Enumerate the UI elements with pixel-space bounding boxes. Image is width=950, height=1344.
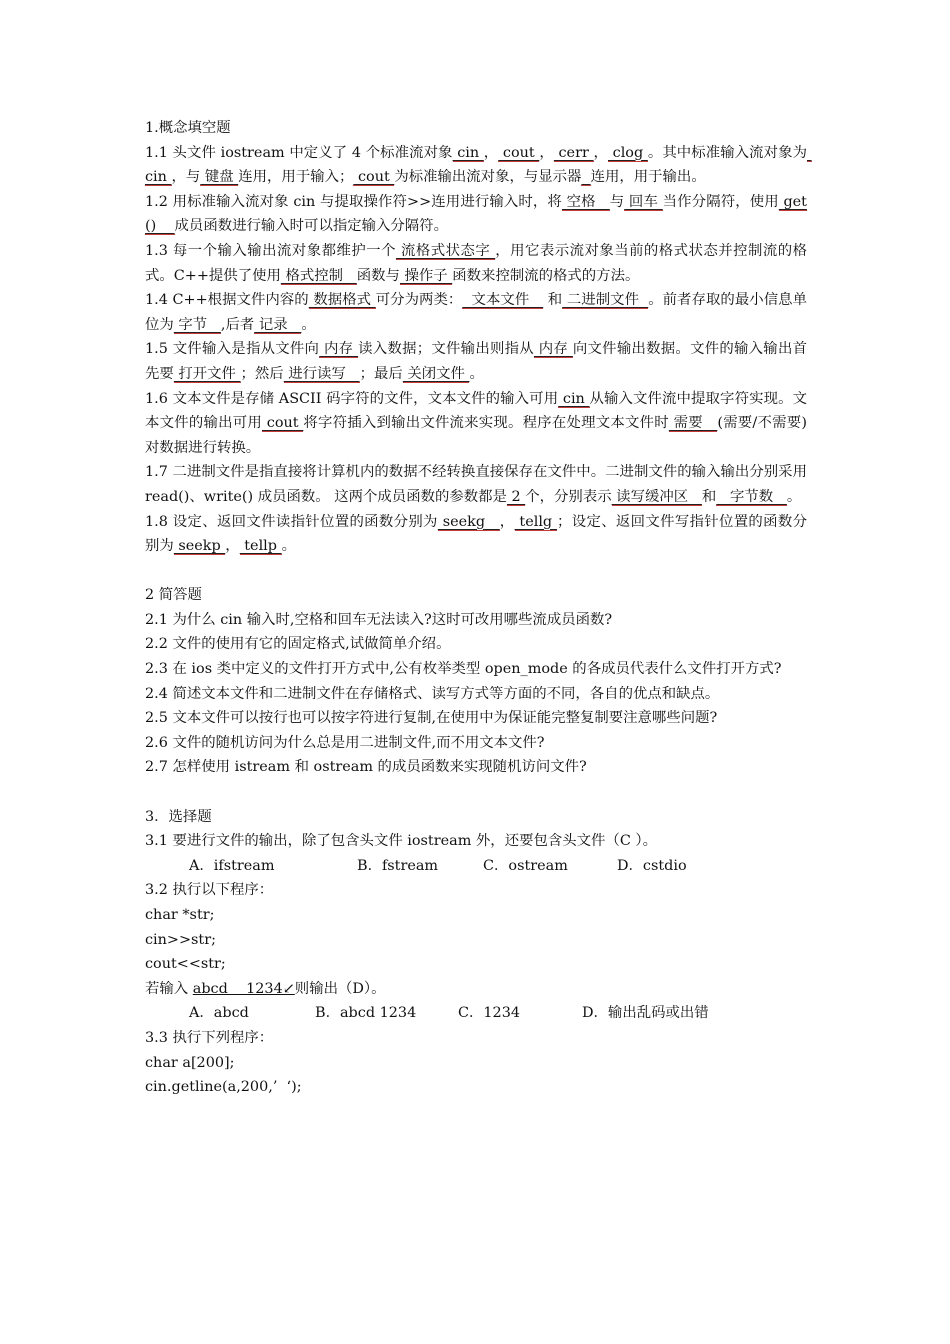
answer-blank: 内存: [319, 341, 359, 358]
question-text: ，用它表示流对象当前的格式状态并控制流的格式。C++提供了使用: [145, 242, 807, 284]
question-text: 可分为两类：: [375, 292, 463, 309]
answer-blank: 字节: [173, 316, 221, 333]
question-text: 1.5 文件输入是指从文件向: [145, 341, 320, 358]
question-text: ，与: [171, 169, 201, 186]
question-1-1: [145, 141, 812, 190]
answer-blank: cin: [145, 144, 812, 186]
code-line: char *str;: [145, 907, 215, 923]
section-title: 1.概念填空题: [145, 120, 231, 136]
answer-blank: 回车: [624, 193, 663, 210]
question-text: ，: [499, 513, 515, 530]
question-text: 。: [786, 488, 802, 505]
answer-blank: 字节数: [716, 488, 787, 505]
question-text: 成员函数进行输入时可以指定输入分隔符。: [174, 218, 448, 235]
answer-blank: seekg: [437, 513, 500, 530]
question-1-8: [145, 510, 807, 559]
short-answer-question: 2.2 文件的使用有它的固定格式,试做简单介绍。: [145, 636, 451, 653]
question-text: 函数与: [356, 267, 400, 284]
option-d: D．输出乱码或出错: [582, 1005, 709, 1022]
question-text: 1.1 头文件 iostream 中定义了 4 个标准流对象: [145, 144, 453, 161]
answer-blank: 流格式状态字: [395, 242, 496, 259]
question-text: 则输出（D）。: [294, 980, 386, 997]
answer-blank: clog: [607, 144, 648, 161]
short-answer-question: 2.4 简述文本文件和二进制文件在存储格式、读写方式等方面的不同，各自的优点和缺点。: [145, 685, 720, 702]
question-text: 。: [281, 538, 296, 555]
code-line: cout<<str;: [145, 956, 226, 973]
option-a: A．ifstream: [189, 857, 275, 874]
answer-blank: seekp: [173, 538, 226, 555]
question-text: 1.2 用标准输入流对象 cin 与提取操作符>>连用进行输入时，将: [145, 193, 562, 210]
short-answer-question: 2.7 怎样使用 istream 和 ostream 的成员函数来实现随机访问文件?: [145, 759, 587, 776]
choice-options: [145, 854, 807, 879]
question-text: 1.7 二进制文件是指直接将计算机内的数据不经转换直接保存在文件中。二进制文件的输入输出分别采用 read()、write() 成员函数。 这两个成员函数的参数都是: [145, 464, 807, 505]
choice-question-3-1: 3.1 要进行文件的输出，除了包含头文件 iostream 外，还要包含头文件（C ）。: [145, 833, 657, 850]
answer-blank: 文本文件: [462, 292, 544, 309]
question-text: ，: [593, 144, 608, 161]
short-answer-question: 2.5 文本文件可以按行也可以按字符进行复制,在使用中为保证能完整复制要注意哪些问题?: [145, 710, 718, 727]
answer-blank: 进行读写: [283, 365, 360, 382]
answer-blank: 二进制文件: [562, 292, 649, 309]
answer-blank: 打开文件: [173, 365, 241, 382]
question-text: 读入数据；文件输出则指从: [358, 341, 534, 358]
code-line: char a[200];: [145, 1054, 235, 1071]
question-text: 若输入: [145, 980, 193, 997]
question-text: 。前者存取的最小信息单位为: [145, 292, 807, 333]
code-line: cin.getline(a,200,’ ‘);: [145, 1079, 302, 1096]
question-1-7: [145, 460, 807, 509]
answer-blank: cout: [353, 169, 395, 186]
answer-blank: 数据格式: [308, 292, 376, 309]
question-text: 和: [543, 292, 563, 309]
answer-blank: get(): [145, 193, 807, 235]
choice-question-3-2: 3.2 执行以下程序：: [145, 882, 274, 899]
answer-blank: 需要: [668, 415, 718, 432]
short-answer-question: 2.1 为什么 cin 输入时,空格和回车无法读入?这时可改用哪些流成员函数?: [145, 611, 613, 628]
answer-blank: cerr: [553, 144, 594, 161]
question-1-5: [145, 337, 807, 386]
answer-blank: tellp: [239, 538, 282, 555]
section-spacer: [145, 780, 807, 805]
answer-blank: 空格: [561, 193, 610, 210]
question-text: 。: [301, 316, 316, 333]
option-a: A．abcd: [189, 1005, 249, 1022]
option-b: B．fstream: [357, 857, 439, 874]
question-text: 1.4 C++根据文件内容的: [145, 292, 309, 309]
section-title: 2 简答题: [145, 587, 202, 604]
section-spacer: [145, 559, 807, 584]
answer-blank: cin: [452, 144, 484, 161]
question-text: 1.6 文本文件是存储 ASCII 码字符的文件，文本文件的输入可用: [145, 390, 559, 407]
answer-blank: [581, 169, 590, 186]
question-text: ；最后: [359, 365, 403, 382]
question-text: 为标准输出流对象，与显示器: [394, 169, 582, 186]
question-text: 与: [609, 193, 625, 210]
choice-question-3-3: 3.3 执行下列程序：: [145, 1029, 274, 1046]
choice-options: [145, 1001, 807, 1026]
answer-blank: cout: [498, 144, 540, 161]
question-text: 1.8 设定、返回文件读指针位置的函数分别为: [145, 513, 438, 530]
code-line: cin>>str;: [145, 931, 216, 948]
question-text: 将字符插入到输出文件流来实现。程序在处理文本文件时: [303, 415, 669, 432]
answer-blank: 记录: [254, 316, 302, 333]
input-line: [145, 977, 807, 1002]
answer-blank: 内存: [533, 341, 573, 358]
answer-blank: 键盘: [200, 169, 239, 186]
question-1-3: [145, 239, 807, 288]
answer-blank: 格式控制: [280, 267, 357, 284]
short-answer-question: 2.6 文件的随机访问为什么总是用二进制文件,而不用文本文件?: [145, 734, 545, 751]
answer-blank: 读写缓冲区: [611, 488, 702, 505]
short-answer-question: 2.3 在 ios 类中定义的文件打开方式中,公有枚举类型 open_mode 的各成员代表什么文件打开方式?: [145, 661, 782, 678]
question-text: 连用，用于输出。: [590, 169, 706, 186]
question-text: ，: [225, 538, 240, 555]
question-1-4: [145, 288, 807, 337]
question-text: ,后者: [220, 316, 255, 333]
answer-blank: 操作子: [399, 267, 453, 284]
option-c: C．1234: [458, 1005, 521, 1022]
question-text: 。: [469, 365, 484, 382]
option-b: B．abcd 1234: [315, 1005, 417, 1022]
option-d: D．cstdio: [617, 857, 687, 874]
question-text: ，: [483, 144, 499, 161]
question-text: 。其中标准输入流对象为: [647, 144, 807, 161]
question-text: 连用，用于输入；: [238, 169, 354, 186]
question-text: ；设定、返回文件写指针位置的函数分别为: [145, 513, 807, 555]
question-text: ，: [539, 144, 554, 161]
question-text: 向文件输出数据。文件的输入输出首先要: [145, 341, 807, 382]
answer-blank: cin: [558, 390, 590, 407]
question-text: 1.3 每一个输入输出流对象都维护一个: [145, 242, 396, 259]
question-1-6: [145, 387, 807, 461]
question-text: 从输入文件流中提取字符实现。文本文件的输出可用: [145, 390, 807, 432]
question-text: 和: [701, 488, 717, 505]
question-text: 当作分隔符，使用: [662, 193, 779, 210]
question-text: 函数来控制流的格式的方法。: [452, 267, 640, 284]
question-text: (需要/不需要)对数据进行转换。: [145, 415, 807, 456]
answer-blank: 2: [506, 488, 526, 505]
input-value: abcd 1234↙: [192, 980, 295, 997]
answer-blank: 关闭文件: [402, 365, 470, 382]
answer-blank: cout: [261, 415, 304, 432]
answer-blank: tellg: [514, 513, 558, 530]
document-page: [145, 116, 812, 1100]
option-c: C．ostream: [483, 857, 568, 874]
question-text: 个，分别表示: [525, 488, 612, 505]
question-1-2: [145, 190, 807, 239]
section-title: 3．选择题: [145, 808, 212, 825]
question-text: ；然后: [240, 365, 284, 382]
